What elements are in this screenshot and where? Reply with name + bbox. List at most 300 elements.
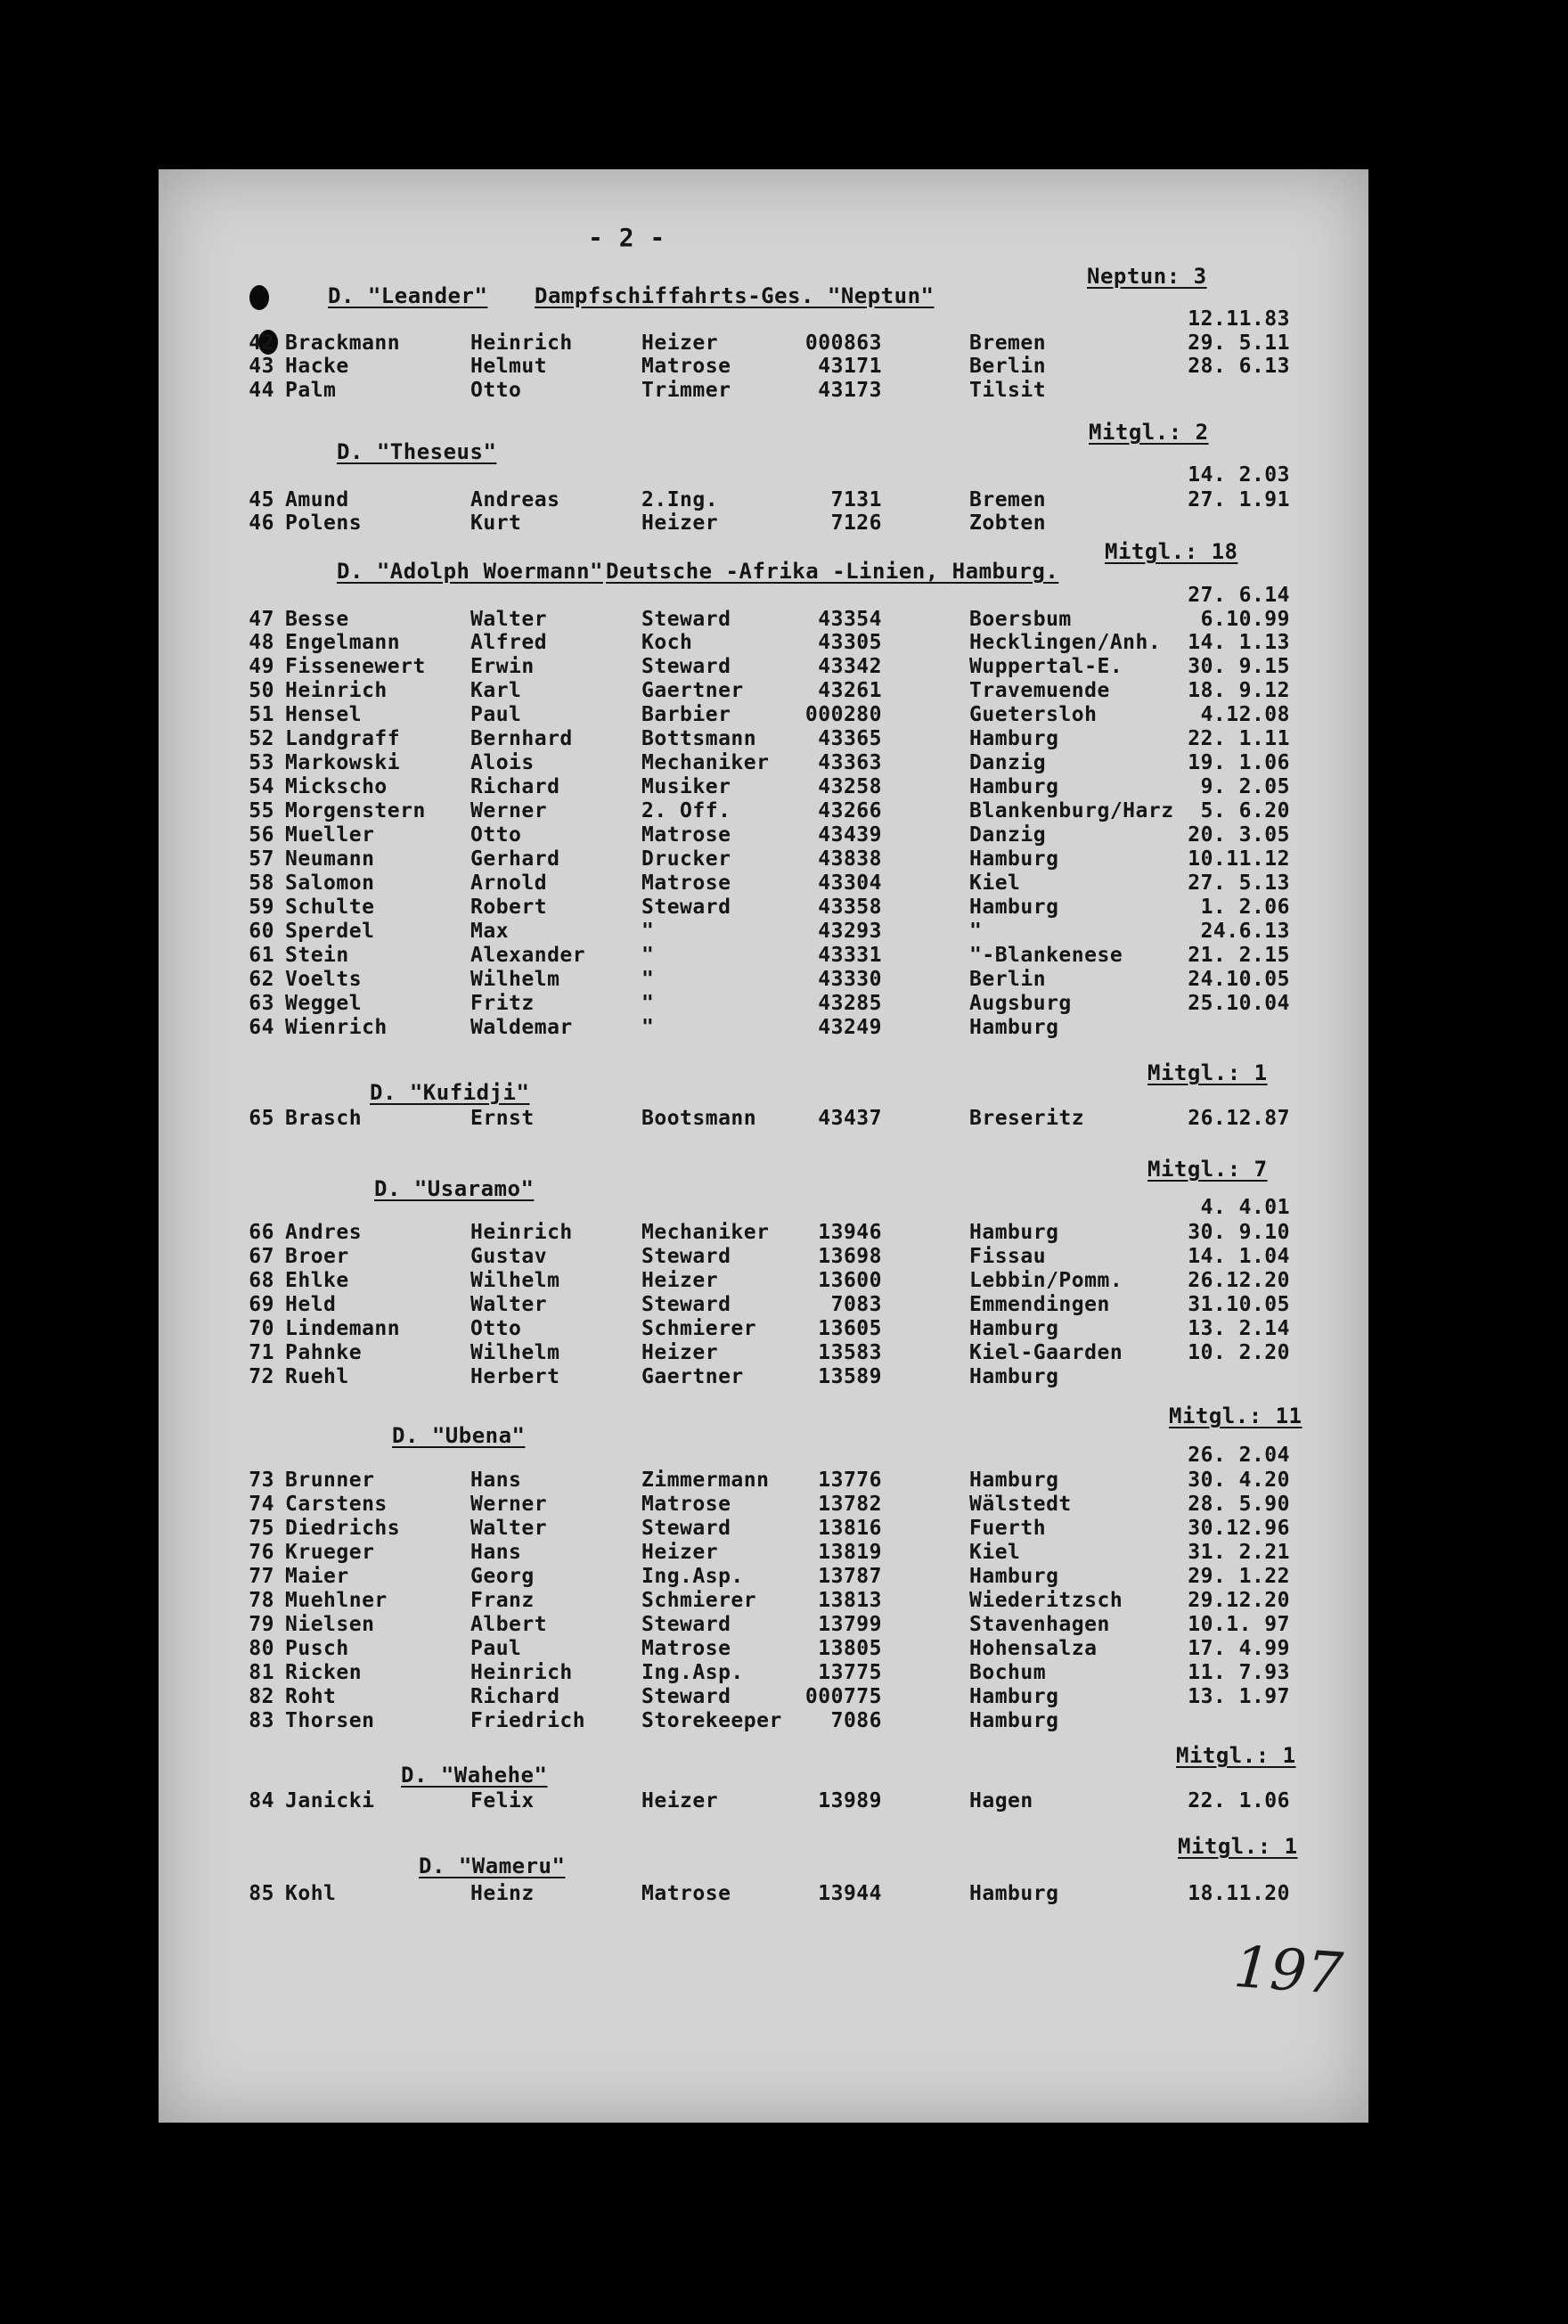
- crew-place: Hamburg: [969, 1882, 1059, 1905]
- crew-no: 46: [249, 511, 274, 535]
- crew-no: 83: [249, 1709, 274, 1732]
- crew-id: 43437: [818, 1107, 882, 1130]
- crew-place: Travemuende: [969, 679, 1110, 702]
- crew-place: Wuppertal-E.: [969, 655, 1123, 678]
- crew-no: 77: [249, 1565, 274, 1588]
- crew-date: 19. 1.06: [1188, 751, 1290, 774]
- crew-surname: Morgenstern: [285, 799, 426, 822]
- crew-id: 7126: [830, 511, 882, 535]
- crew-id: 13819: [818, 1541, 882, 1564]
- crew-place: Hamburg: [969, 1317, 1059, 1340]
- ship-name: D. "Leander": [328, 283, 488, 308]
- crew-surname: Wienrich: [285, 1016, 388, 1039]
- crew-id: 7086: [830, 1709, 882, 1732]
- crew-place: Bremen: [969, 488, 1047, 511]
- crew-rank: ": [641, 1016, 655, 1039]
- crew-date: 31.10.05: [1188, 1293, 1290, 1316]
- crew-place: Wiederitzsch: [969, 1589, 1123, 1612]
- crew-place: Hamburg: [969, 775, 1059, 798]
- member-count: Mitgl.: 7: [1147, 1157, 1268, 1182]
- crew-rank: Schmierer: [641, 1317, 757, 1340]
- crew-date: 28. 6.13: [1188, 355, 1290, 378]
- crew-id: 43358: [818, 896, 882, 919]
- crew-id: 43838: [818, 847, 882, 871]
- crew-place: Zobten: [969, 511, 1047, 535]
- crew-first: Gerhard: [470, 847, 560, 871]
- crew-first: Heinrich: [470, 1221, 573, 1244]
- crew-first: Herbert: [470, 1365, 560, 1388]
- ship-name: D. "Ubena": [392, 1423, 526, 1448]
- crew-rank: Zimmermann: [641, 1469, 770, 1492]
- crew-first: Arnold: [470, 872, 548, 895]
- crew-date: 28. 5.90: [1188, 1493, 1290, 1516]
- crew-rank: Drucker: [641, 847, 731, 871]
- crew-rank: 2. Off.: [641, 799, 731, 822]
- crew-id: 43285: [818, 992, 882, 1015]
- crew-first: Walter: [470, 1293, 548, 1316]
- crew-id: 13600: [818, 1269, 882, 1292]
- crew-date: 4. 4.01: [1200, 1196, 1290, 1219]
- crew-id: 7083: [830, 1293, 882, 1316]
- crew-date: 9. 2.05: [1200, 775, 1290, 798]
- crew-surname: Roht: [285, 1685, 337, 1708]
- crew-date: 6.10.99: [1200, 608, 1290, 631]
- crew-first: Andreas: [470, 488, 560, 511]
- crew-id: 000280: [804, 703, 882, 726]
- crew-surname: Nielsen: [285, 1613, 375, 1636]
- crew-first: Fritz: [470, 992, 535, 1015]
- crew-place: Guetersloh: [969, 703, 1098, 726]
- crew-id: 43331: [818, 944, 882, 967]
- crew-no: 54: [249, 775, 274, 798]
- crew-first: Hans: [470, 1541, 522, 1564]
- crew-place: Hamburg: [969, 1365, 1059, 1388]
- crew-rank: Steward: [641, 896, 731, 919]
- crew-place: Hohensalza: [969, 1637, 1098, 1660]
- crew-no: 48: [249, 631, 274, 654]
- crew-id: 43365: [818, 727, 882, 750]
- crew-first: Werner: [470, 799, 548, 822]
- member-count: Mitgl.: 1: [1178, 1834, 1298, 1859]
- crew-first: Alois: [470, 751, 535, 774]
- crew-first: Wilhelm: [470, 1269, 560, 1292]
- crew-place: Wälstedt: [969, 1493, 1072, 1516]
- crew-place: Hamburg: [969, 1685, 1059, 1708]
- crew-date: 24.6.13: [1200, 920, 1290, 943]
- crew-place: Boersbum: [969, 608, 1072, 631]
- crew-date: 22. 1.11: [1188, 727, 1290, 750]
- crew-surname: Besse: [285, 608, 349, 631]
- crew-no: 61: [249, 944, 274, 967]
- crew-date: 14. 1.04: [1188, 1245, 1290, 1268]
- crew-place: Hamburg: [969, 1221, 1059, 1244]
- crew-first: Felix: [470, 1789, 535, 1813]
- crew-no: 76: [249, 1541, 274, 1564]
- crew-rank: Steward: [641, 1685, 731, 1708]
- crew-no: 82: [249, 1685, 274, 1708]
- crew-surname: Brackmann: [285, 331, 401, 355]
- crew-no: 45: [249, 488, 274, 511]
- crew-date: 31. 2.21: [1188, 1541, 1290, 1564]
- crew-date: 27. 5.13: [1188, 872, 1290, 895]
- crew-first: Heinz: [470, 1882, 535, 1905]
- crew-date: 1. 2.06: [1200, 896, 1290, 919]
- crew-first: Kurt: [470, 511, 522, 535]
- crew-date: 22. 1.06: [1188, 1789, 1290, 1813]
- crew-id: 43258: [818, 775, 882, 798]
- crew-id: 43293: [818, 920, 882, 943]
- crew-rank: Steward: [641, 1293, 731, 1316]
- crew-surname: Maier: [285, 1565, 349, 1588]
- crew-place: Hamburg: [969, 727, 1059, 750]
- crew-first: Richard: [470, 1685, 560, 1708]
- crew-place: Hecklingen/Anh.: [969, 631, 1162, 654]
- crew-first: Walter: [470, 1517, 548, 1540]
- crew-rank: Koch: [641, 631, 693, 654]
- ship-name: D. "Wahehe": [401, 1763, 548, 1788]
- crew-surname: Brasch: [285, 1107, 363, 1130]
- crew-rank: Bootsmann: [641, 1107, 757, 1130]
- crew-place: Blankenburg/Harz: [969, 799, 1174, 822]
- crew-no: 50: [249, 679, 274, 702]
- crew-place: Augsburg: [969, 992, 1072, 1015]
- crew-id: 43330: [818, 968, 882, 991]
- crew-place: Hamburg: [969, 1565, 1059, 1588]
- crew-id: 43266: [818, 799, 882, 822]
- crew-date: 14. 2.03: [1188, 463, 1290, 487]
- crew-rank: Steward: [641, 1245, 731, 1268]
- ship-name: D. "Theseus": [337, 439, 497, 464]
- crew-surname: Pusch: [285, 1637, 349, 1660]
- crew-place: Emmendingen: [969, 1293, 1110, 1316]
- crew-id: 43171: [818, 355, 882, 378]
- crew-place: ": [969, 920, 983, 943]
- crew-rank: ": [641, 968, 655, 991]
- crew-id: 43305: [818, 631, 882, 654]
- crew-surname: Ricken: [285, 1661, 363, 1684]
- crew-no: 56: [249, 823, 274, 847]
- crew-first: Waldemar: [470, 1016, 573, 1039]
- crew-rank: Heizer: [641, 1269, 719, 1292]
- crew-place: Fuerth: [969, 1517, 1047, 1540]
- crew-rank: Heizer: [641, 511, 719, 535]
- crew-place: Hamburg: [969, 896, 1059, 919]
- ship-name: D. "Usaramo": [374, 1176, 535, 1201]
- crew-surname: Voelts: [285, 968, 363, 991]
- crew-id: 43363: [818, 751, 882, 774]
- crew-place: Stavenhagen: [969, 1613, 1110, 1636]
- crew-surname: Amund: [285, 488, 349, 511]
- crew-date: 29. 1.22: [1188, 1565, 1290, 1588]
- crew-rank: Heizer: [641, 331, 719, 355]
- crew-no: 73: [249, 1469, 274, 1492]
- crew-first: Walter: [470, 608, 548, 631]
- crew-id: 13946: [818, 1221, 882, 1244]
- crew-surname: Muehlner: [285, 1589, 388, 1612]
- crew-id: 43261: [818, 679, 882, 702]
- crew-no: 75: [249, 1517, 274, 1540]
- crew-first: Paul: [470, 1637, 522, 1660]
- crew-no: 64: [249, 1016, 274, 1039]
- crew-date: 30. 9.15: [1188, 655, 1290, 678]
- crew-id: 13776: [818, 1469, 882, 1492]
- crew-id: 13813: [818, 1589, 882, 1612]
- crew-surname: Broer: [285, 1245, 349, 1268]
- crew-surname: Mickscho: [285, 775, 388, 798]
- crew-no: 58: [249, 872, 274, 895]
- crew-no: 62: [249, 968, 274, 991]
- crew-date: 26.12.87: [1188, 1107, 1290, 1130]
- crew-date: 10.11.12: [1188, 847, 1290, 871]
- crew-id: 43439: [818, 823, 882, 847]
- crew-id: 43173: [818, 379, 882, 402]
- ship-name: D. "Adolph Woermann": [337, 559, 603, 584]
- crew-surname: Heinrich: [285, 679, 388, 702]
- crew-first: Heinrich: [470, 1661, 573, 1684]
- crew-surname: Held: [285, 1293, 337, 1316]
- crew-no: 43: [249, 355, 274, 378]
- crew-id: 43354: [818, 608, 882, 631]
- crew-id: 000863: [804, 331, 882, 355]
- crew-rank: Matrose: [641, 1493, 731, 1516]
- handwritten-page-number: 197: [1231, 1934, 1345, 2009]
- crew-first: Helmut: [470, 355, 548, 378]
- crew-date: 29.12.20: [1188, 1589, 1290, 1612]
- crew-rank: 2.Ing.: [641, 488, 719, 511]
- crew-date: 30.12.96: [1188, 1517, 1290, 1540]
- crew-first: Heinrich: [470, 331, 573, 355]
- crew-rank: Matrose: [641, 872, 731, 895]
- crew-first: Max: [470, 920, 510, 943]
- crew-date: 21. 2.15: [1188, 944, 1290, 967]
- crew-rank: Trimmer: [641, 379, 731, 402]
- crew-first: Ernst: [470, 1107, 535, 1130]
- crew-rank: Matrose: [641, 823, 731, 847]
- crew-surname: Landgraff: [285, 727, 401, 750]
- crew-place: Berlin: [969, 968, 1047, 991]
- crew-surname: Polens: [285, 511, 363, 535]
- crew-place: Danzig: [969, 751, 1047, 774]
- member-count: Mitgl.: 11: [1169, 1403, 1303, 1428]
- crew-place: Kiel-Gaarden: [969, 1341, 1123, 1364]
- crew-first: Albert: [470, 1613, 548, 1636]
- crew-date: 30. 9.10: [1188, 1221, 1290, 1244]
- crew-place: Hamburg: [969, 1469, 1059, 1492]
- crew-surname: Diedrichs: [285, 1517, 401, 1540]
- crew-rank: Schmierer: [641, 1589, 757, 1612]
- crew-surname: Fissenewert: [285, 655, 426, 678]
- crew-id: 43342: [818, 655, 882, 678]
- crew-first: Otto: [470, 1317, 522, 1340]
- crew-no: 72: [249, 1365, 274, 1388]
- crew-place: Bremen: [969, 331, 1047, 355]
- member-count: Mitgl.: 1: [1176, 1743, 1296, 1768]
- crew-surname: Mueller: [285, 823, 375, 847]
- crew-no: 52: [249, 727, 274, 750]
- crew-rank: ": [641, 944, 655, 967]
- crew-date: 27. 1.91: [1188, 488, 1290, 511]
- crew-rank: Steward: [641, 1613, 731, 1636]
- crew-date: 13. 1.97: [1188, 1685, 1290, 1708]
- crew-no: 66: [249, 1221, 274, 1244]
- crew-date: 26. 2.04: [1188, 1444, 1290, 1467]
- ship-name: D. "Wameru": [419, 1853, 566, 1878]
- crew-no: 81: [249, 1661, 274, 1684]
- crew-rank: ": [641, 920, 655, 943]
- punch-hole-mark: [249, 285, 269, 310]
- crew-place: Hamburg: [969, 1016, 1059, 1039]
- crew-date: 18.11.20: [1188, 1882, 1290, 1905]
- crew-first: Wilhelm: [470, 1341, 560, 1364]
- crew-id: 13698: [818, 1245, 882, 1268]
- crew-surname: Ehlke: [285, 1269, 349, 1292]
- crew-first: Erwin: [470, 655, 535, 678]
- crew-no: 80: [249, 1637, 274, 1660]
- crew-surname: Schulte: [285, 896, 375, 919]
- crew-no: 68: [249, 1269, 274, 1292]
- crew-first: Werner: [470, 1493, 548, 1516]
- crew-first: Bernhard: [470, 727, 573, 750]
- crew-surname: Sperdel: [285, 920, 375, 943]
- crew-date: 20. 3.05: [1188, 823, 1290, 847]
- crew-id: 43249: [818, 1016, 882, 1039]
- crew-place: Hamburg: [969, 1709, 1059, 1732]
- crew-no: 67: [249, 1245, 274, 1268]
- crew-no: 55: [249, 799, 274, 822]
- member-count: Mitgl.: 18: [1105, 539, 1238, 564]
- crew-place: Kiel: [969, 872, 1021, 895]
- crew-id: 13989: [818, 1789, 882, 1813]
- crew-no: 69: [249, 1293, 274, 1316]
- crew-date: 13. 2.14: [1188, 1317, 1290, 1340]
- crew-place: Bochum: [969, 1661, 1047, 1684]
- crew-no: 79: [249, 1613, 274, 1636]
- crew-id: 13805: [818, 1637, 882, 1660]
- crew-place: Danzig: [969, 823, 1047, 847]
- crew-surname: Thorsen: [285, 1709, 375, 1732]
- crew-id: 13589: [818, 1365, 882, 1388]
- crew-date: 10.1. 97: [1188, 1613, 1290, 1636]
- crew-first: Wilhelm: [470, 968, 560, 991]
- crew-surname: Hensel: [285, 703, 363, 726]
- crew-id: 13944: [818, 1882, 882, 1905]
- crew-no: 44: [249, 379, 274, 402]
- crew-rank: Bottsmann: [641, 727, 757, 750]
- crew-id: 13605: [818, 1317, 882, 1340]
- crew-surname: Neumann: [285, 847, 375, 871]
- crew-rank: ": [641, 992, 655, 1015]
- crew-rank: Steward: [641, 608, 731, 631]
- crew-no: 70: [249, 1317, 274, 1340]
- crew-rank: Heizer: [641, 1541, 719, 1564]
- crew-no: 65: [249, 1107, 274, 1130]
- crew-id: 13775: [818, 1661, 882, 1684]
- crew-rank: Gaertner: [641, 679, 744, 702]
- crew-no: 74: [249, 1493, 274, 1516]
- crew-surname: Janicki: [285, 1789, 375, 1813]
- ship-name: D. "Kufidji": [370, 1080, 530, 1105]
- crew-first: Richard: [470, 775, 560, 798]
- crew-surname: Krueger: [285, 1541, 375, 1564]
- crew-id: 000775: [804, 1685, 882, 1708]
- crew-surname: Hacke: [285, 355, 349, 378]
- crew-rank: Ing.Asp.: [641, 1565, 744, 1588]
- crew-date: 17. 4.99: [1188, 1637, 1290, 1660]
- crew-first: Otto: [470, 823, 522, 847]
- crew-id: 13583: [818, 1341, 882, 1364]
- crew-rank: Heizer: [641, 1789, 719, 1813]
- crew-first: Alexander: [470, 944, 586, 967]
- crew-date: 29. 5.11: [1188, 331, 1290, 355]
- crew-first: Georg: [470, 1565, 535, 1588]
- crew-id: 13799: [818, 1613, 882, 1636]
- crew-no: 59: [249, 896, 274, 919]
- crew-surname: Markowski: [285, 751, 401, 774]
- crew-id: 13787: [818, 1565, 882, 1588]
- crew-date: 10. 2.20: [1188, 1341, 1290, 1364]
- crew-first: Karl: [470, 679, 522, 702]
- crew-first: Franz: [470, 1589, 535, 1612]
- crew-first: Paul: [470, 703, 522, 726]
- member-count: Mitgl.: 2: [1089, 420, 1209, 445]
- member-count: Neptun: 3: [1087, 264, 1207, 289]
- crew-date: 27. 6.14: [1188, 584, 1290, 607]
- crew-rank: Gaertner: [641, 1365, 744, 1388]
- crew-rank: Storekeeper: [641, 1709, 782, 1732]
- crew-surname: Kohl: [285, 1882, 337, 1905]
- crew-rank: Ing.Asp.: [641, 1661, 744, 1684]
- crew-date: 30. 4.20: [1188, 1469, 1290, 1492]
- crew-no: 60: [249, 920, 274, 943]
- shipping-company: Dampfschiffahrts-Ges. "Neptun": [535, 283, 935, 308]
- crew-place: Hamburg: [969, 847, 1059, 871]
- crew-place: Breseritz: [969, 1107, 1085, 1130]
- crew-date: 18. 9.12: [1188, 679, 1290, 702]
- crew-no: 49: [249, 655, 274, 678]
- crew-rank: Barbier: [641, 703, 731, 726]
- crew-rank: Steward: [641, 1517, 731, 1540]
- crew-place: Berlin: [969, 355, 1047, 378]
- crew-no: 51: [249, 703, 274, 726]
- crew-rank: Mechaniker: [641, 1221, 770, 1244]
- crew-no: 63: [249, 992, 274, 1015]
- crew-surname: Stein: [285, 944, 349, 967]
- crew-surname: Brunner: [285, 1469, 375, 1492]
- crew-rank: Musiker: [641, 775, 731, 798]
- crew-id: 13816: [818, 1517, 882, 1540]
- crew-date: 11. 7.93: [1188, 1661, 1290, 1684]
- crew-date: 5. 6.20: [1200, 799, 1290, 822]
- crew-first: Gustav: [470, 1245, 548, 1268]
- crew-first: Hans: [470, 1469, 522, 1492]
- crew-rank: Mechaniker: [641, 751, 770, 774]
- crew-date: 14. 1.13: [1188, 631, 1290, 654]
- crew-surname: Palm: [285, 379, 337, 402]
- shipping-company: Deutsche -Afrika -Linien, Hamburg.: [606, 559, 1059, 584]
- crew-surname: Salomon: [285, 872, 375, 895]
- crew-rank: Matrose: [641, 1637, 731, 1660]
- crew-place: Kiel: [969, 1541, 1021, 1564]
- crew-no: 71: [249, 1341, 274, 1364]
- crew-place: Tilsit: [969, 379, 1047, 402]
- crew-surname: Lindemann: [285, 1317, 401, 1340]
- crew-rank: Matrose: [641, 1882, 731, 1905]
- crew-surname: Andres: [285, 1221, 363, 1244]
- crew-surname: Weggel: [285, 992, 363, 1015]
- crew-no: 78: [249, 1589, 274, 1612]
- crew-date: 26.12.20: [1188, 1269, 1290, 1292]
- crew-first: Friedrich: [470, 1709, 586, 1732]
